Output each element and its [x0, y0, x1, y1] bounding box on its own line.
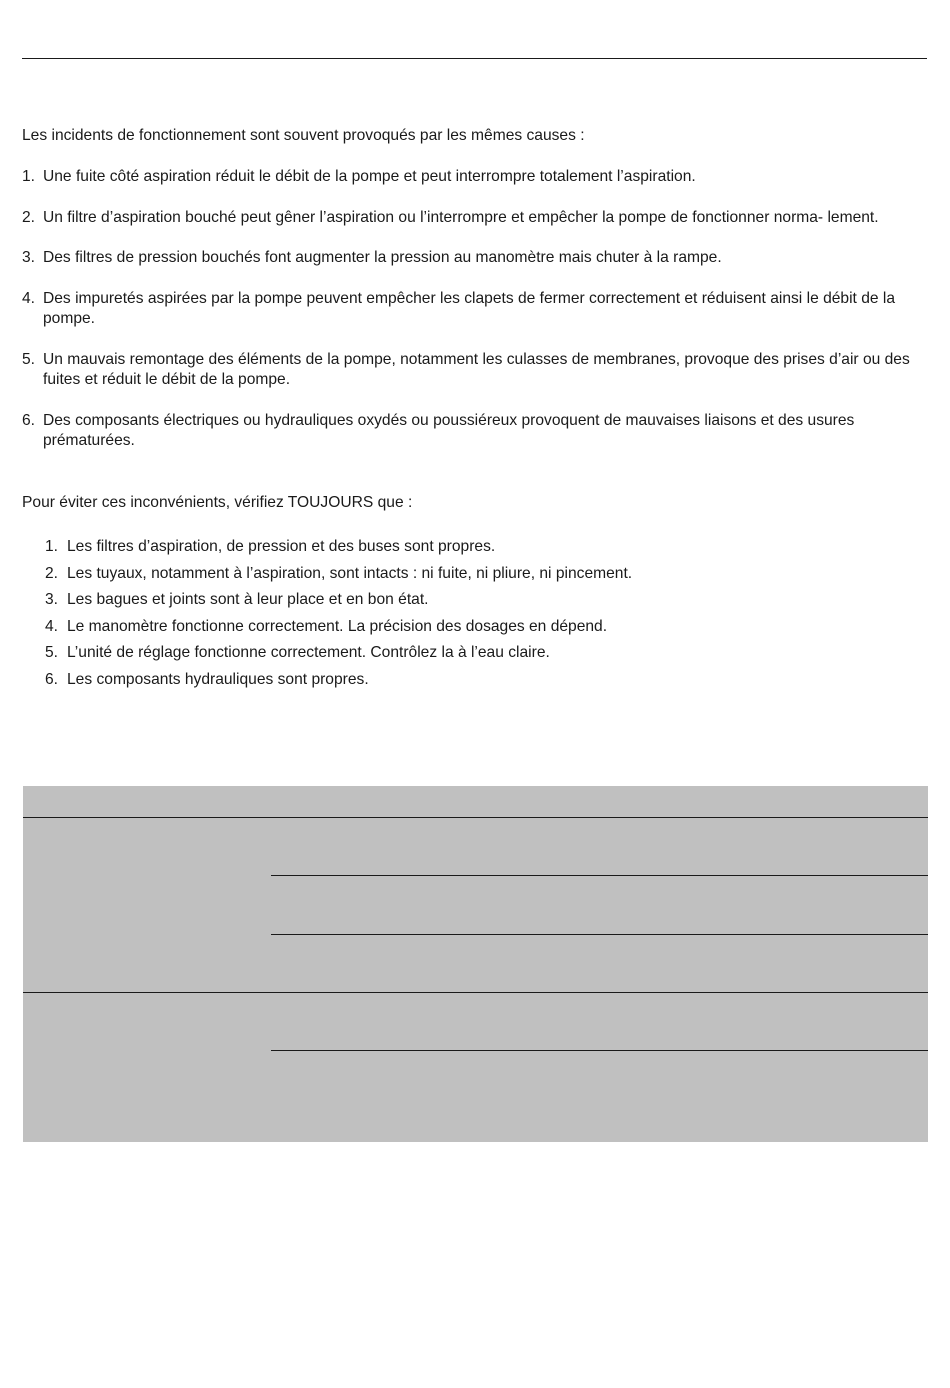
- item-number: 2.: [45, 564, 59, 582]
- list-item: [22, 411, 927, 452]
- item-number: 2.: [22, 208, 36, 226]
- list-item: [45, 643, 925, 670]
- troubleshooting-table: [23, 786, 928, 1142]
- table-header-divider: [23, 817, 928, 818]
- list-item: [45, 670, 925, 697]
- list-item: [22, 248, 927, 269]
- table-row-divider: [271, 875, 928, 876]
- item-text: Les tuyaux, notamment à l’aspiration, sont intacts : ni fuite, ni pliure, ni pincement.: [67, 564, 633, 582]
- item-text: Des filtres de pression bouchés font augmenter la pression au manomètre mais chuter à la rampe.: [43, 249, 722, 266]
- item-number: 4.: [22, 289, 36, 307]
- item-text: Les bagues et joints sont à leur place et en bon état.: [67, 591, 429, 609]
- list-item: [22, 289, 927, 330]
- table-group-divider: [23, 992, 928, 993]
- item-text: Une fuite côté aspiration réduit le débit de la pompe et peut interrompre totalement l’aspiration.: [43, 168, 696, 185]
- item-number: 5.: [22, 350, 36, 368]
- table-row-divider: [271, 934, 928, 935]
- list-item: [45, 537, 925, 564]
- list-item: [22, 350, 927, 391]
- item-text: Les filtres d’aspiration, de pression et des buses sont propres.: [67, 538, 496, 555]
- item-text: Un mauvais remontage des éléments de la pompe, notamment les culasses de membranes, provoque des prises d’air ou des fuites et réduit le débit de la pompe.: [43, 350, 910, 388]
- item-number: 1.: [45, 538, 59, 555]
- item-number: 6.: [45, 670, 59, 688]
- item-number: 3.: [45, 591, 59, 609]
- list-item: [45, 590, 925, 617]
- list-item: [45, 564, 925, 591]
- item-number: 3.: [22, 249, 36, 266]
- item-text: Les composants hydrauliques sont propres.: [67, 670, 369, 688]
- list-item: [45, 617, 925, 644]
- list-item: [22, 167, 927, 188]
- item-number: 1.: [22, 168, 36, 185]
- avoid-paragraph: Pour éviter ces inconvénients, vérifiez TOUJOURS que :: [22, 494, 413, 511]
- item-number: 4.: [45, 617, 59, 635]
- top-rule: [22, 58, 927, 59]
- item-text: Des impuretés aspirées par la pompe peuvent empêcher les clapets de fermer correctement et réduisent ainsi le débit de la pompe.: [43, 289, 896, 327]
- item-text: Un filtre d’aspiration bouché peut gêner l’aspiration ou l’interrompre et empêcher la pompe de fonctionner norma- lement.: [43, 208, 879, 226]
- table-row-divider: [271, 1050, 928, 1051]
- item-text: Le manomètre fonctionne correctement. La précision des dosages en dépend.: [67, 617, 608, 635]
- item-number: 6.: [22, 411, 36, 429]
- checks-list: [45, 537, 925, 697]
- intro-paragraph: Les incidents de fonctionnement sont souvent provoqués par les mêmes causes :: [22, 127, 585, 144]
- item-number: 5.: [45, 644, 59, 662]
- list-item: [22, 208, 927, 229]
- item-text: Des composants électriques ou hydrauliques oxydés ou poussiéreux provoquent de mauvaises liaisons et des usures prématurées.: [43, 411, 855, 449]
- causes-list: [22, 167, 927, 472]
- item-text: L’unité de réglage fonctionne correctement. Contrôlez la à l’eau claire.: [67, 644, 550, 662]
